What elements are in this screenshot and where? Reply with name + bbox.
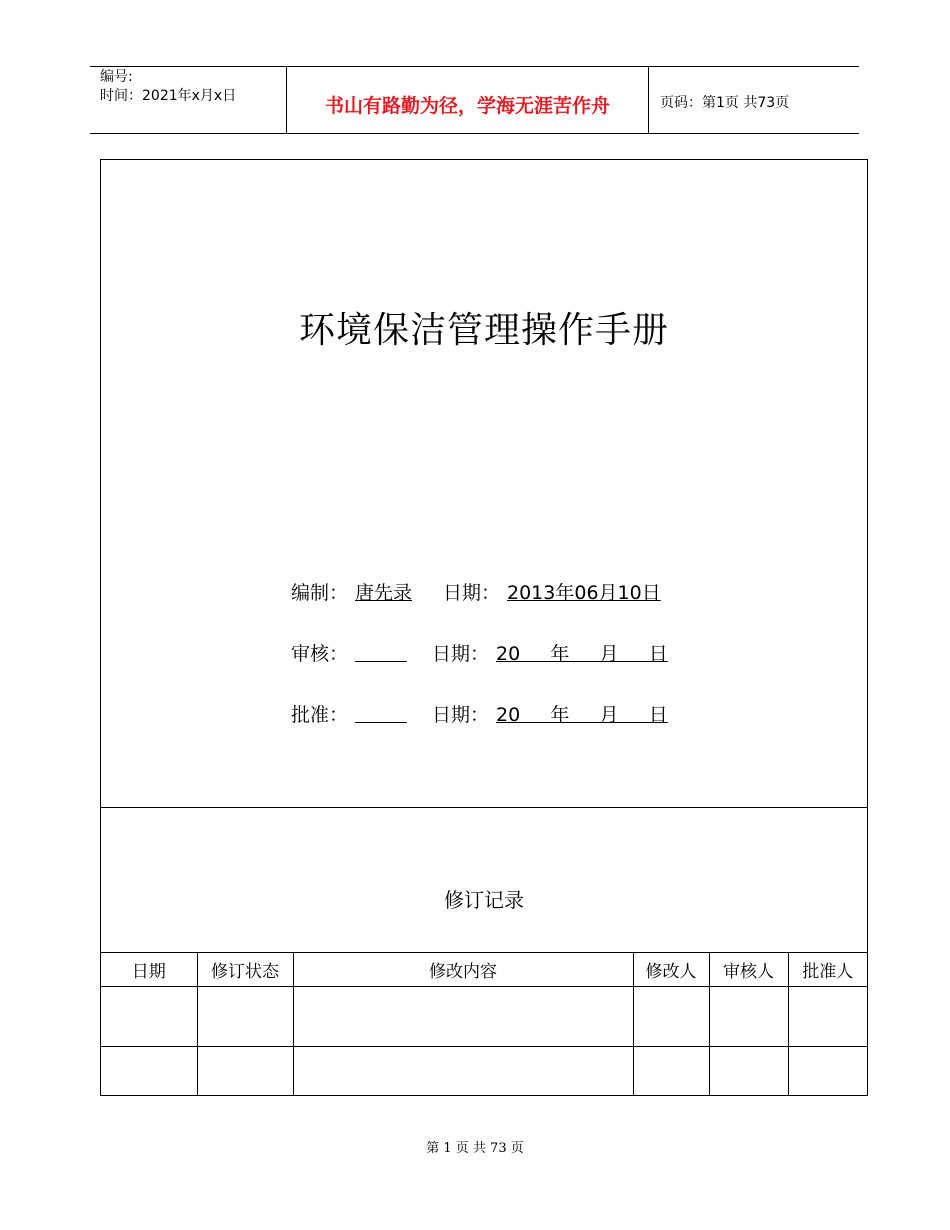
table-cell[interactable] [788,987,867,1047]
table-cell[interactable] [197,987,293,1047]
col-header-approver: 批准人 [788,953,867,987]
approve-signature-blank[interactable] [355,700,407,723]
time-label: 时间：2021年x月x日 [100,88,237,104]
approve-row [291,700,691,728]
header-meta [90,67,286,133]
table-cell[interactable] [293,987,633,1047]
page-footer: 第 1 页 共 73 页 [426,1141,524,1156]
compile-row [291,578,691,606]
motto-text: 书山有路勤为径，学海无涯苦作舟 [324,95,610,117]
compile-label: 编制： [291,582,349,604]
header-motto-cell [286,67,649,133]
revision-header-row [101,953,867,987]
table-cell[interactable] [709,987,788,1047]
review-label: 审核： [291,643,349,665]
table-row [101,1047,867,1096]
table-cell[interactable] [709,1047,788,1096]
table-cell[interactable] [197,1047,293,1096]
review-date-label: 日期： [432,643,490,665]
table-cell[interactable] [633,1047,709,1096]
serial-label: 编号: [100,69,133,85]
revision-title: 修订记录 [444,888,524,912]
table-cell[interactable] [101,1047,197,1096]
section-divider [101,807,867,808]
table-row [101,987,867,1047]
cover-frame [100,159,868,1096]
header-page-cell [650,67,859,133]
page-code: 页码：第1页 共73页 [660,95,790,111]
review-date: 20 年 月 日 [496,643,668,665]
col-header-status: 修订状态 [197,953,293,987]
document-title: 环境保洁管理操作手册 [298,310,669,351]
table-cell[interactable] [788,1047,867,1096]
col-header-modifier: 修改人 [633,953,709,987]
compile-date: 2013年06月10日 [507,582,661,604]
review-row [291,639,691,667]
approve-label: 批准： [291,704,349,726]
compiler-name: 唐先录 [355,582,413,604]
col-header-reviewer: 审核人 [709,953,788,987]
review-signature-blank[interactable] [355,639,407,662]
table-cell[interactable] [293,1047,633,1096]
table-cell[interactable] [101,987,197,1047]
approve-date-label: 日期： [432,704,490,726]
revision-table [101,952,867,1096]
col-header-content: 修改内容 [293,953,633,987]
col-header-date: 日期 [101,953,197,987]
approve-date: 20 年 月 日 [496,704,668,726]
table-cell[interactable] [633,987,709,1047]
compile-date-label: 日期： [443,582,501,604]
page-header [90,66,859,134]
